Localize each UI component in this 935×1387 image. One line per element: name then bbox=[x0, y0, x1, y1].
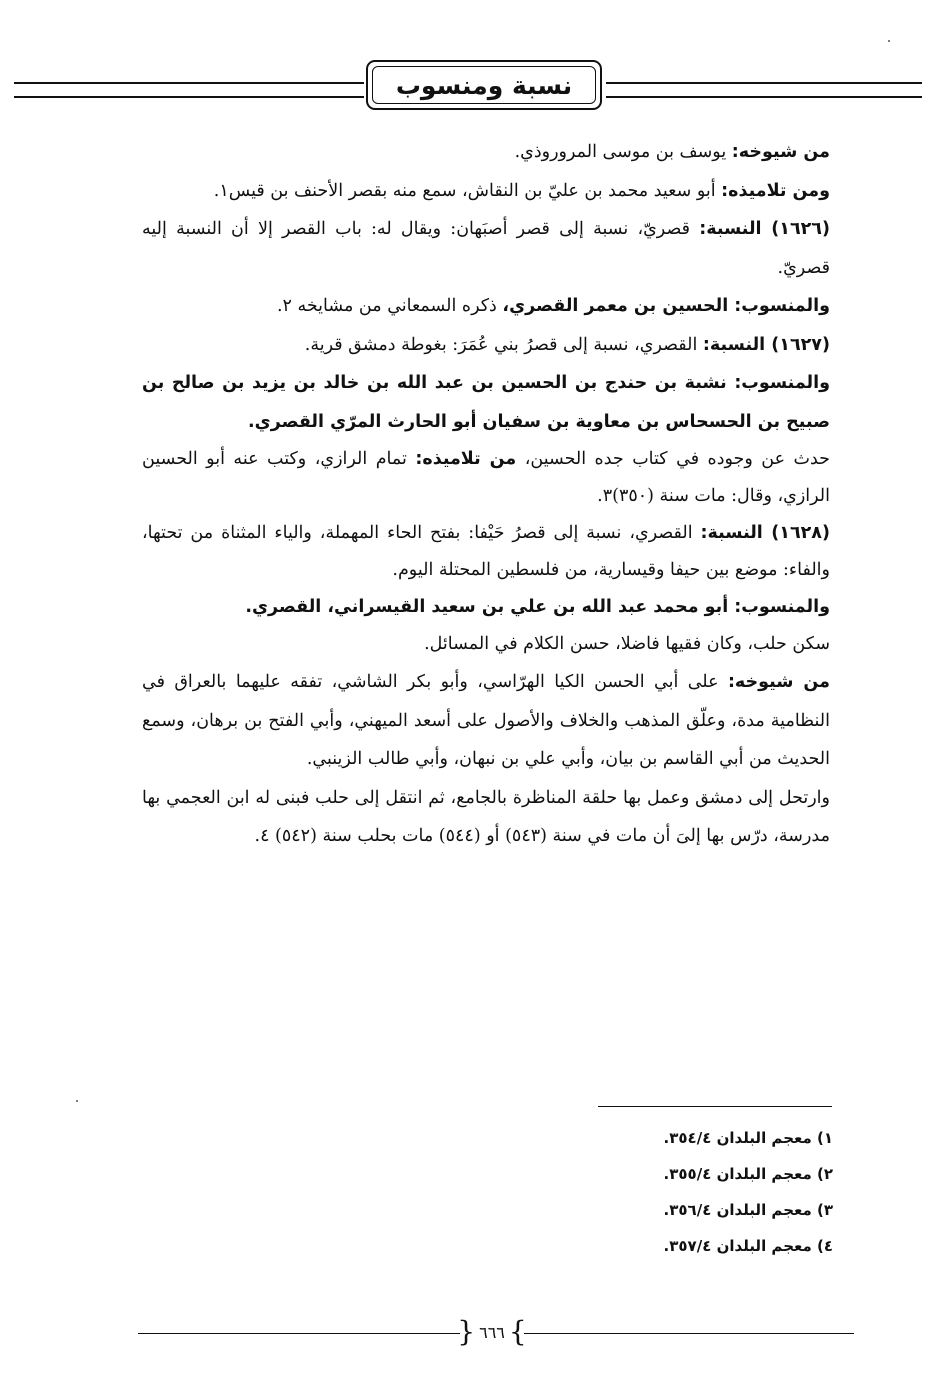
page-title: نسبة ومنسوب bbox=[395, 70, 573, 100]
paragraph-text: حدث عن وجوده في كتاب جده الحسين، bbox=[516, 449, 831, 469]
paragraph bbox=[142, 663, 830, 779]
paragraph-label: من شيوخه: bbox=[727, 672, 830, 692]
paragraph-label: ومن تلاميذه: bbox=[721, 180, 830, 201]
paragraph bbox=[142, 779, 830, 856]
paragraph-label: من شيوخه: bbox=[731, 142, 830, 162]
paragraph-label: والمنسوب: نشبة بن حندج بن الحسين بن عبد الله بن خالد بن يزيد بن صالح بن صبيح بن الحسحاس بن معاوية بن سفيان أبو الحارث المرّي القصري. bbox=[142, 373, 830, 432]
brace-close: } bbox=[508, 1315, 527, 1348]
footnotes bbox=[500, 1120, 833, 1264]
paragraph bbox=[142, 287, 830, 326]
header-rule-left bbox=[14, 82, 364, 98]
footer-rule-left bbox=[138, 1333, 460, 1334]
header-rule-right bbox=[606, 82, 922, 98]
paragraph bbox=[142, 210, 830, 287]
footnote: ٢) معجم البلدان ٣٥٥/٤. bbox=[663, 1165, 833, 1183]
scan-speck bbox=[888, 40, 890, 42]
paragraph-text: أبو سعيد محمد بن عليّ بن النقاش، سمع منه بقصر الأحنف بن قيس١. bbox=[213, 180, 722, 201]
paragraph bbox=[142, 626, 830, 663]
paragraph-text: قصريّ، نسبة إلى قصر أصبَهان: ويقال له: باب القصر إلا أن النسبة إليه قصريّ. bbox=[142, 219, 830, 278]
paragraph-label: والمنسوب: الحسين بن معمر القصري، bbox=[502, 296, 830, 316]
paragraph-text: سكن حلب، وكان فقيها فاضلا، حسن الكلام في المسائل. bbox=[424, 634, 830, 654]
paragraph-text: القصري، نسبة إلى قصرُ بني عُمَرَ: بغوطة دمشق قرية. bbox=[304, 334, 703, 355]
paragraph bbox=[142, 441, 830, 515]
footnote: ١) معجم البلدان ٣٥٤/٤. bbox=[663, 1129, 833, 1147]
paragraph-label: (١٦٢٨) النسبة: bbox=[700, 523, 830, 543]
paragraph-label: والمنسوب: أبو محمد عبد الله بن علي بن سعيد القيسراني، القصري. bbox=[245, 597, 830, 617]
paragraph-text: وارتحل إلى دمشق وعمل بها حلقة المناظرة بالجامع، ثم انتقل إلى حلب فبنى له ابن العجمي بها مدرسة، درّس بها إلىَ أن مات في سنة (٥٤٣) أو (٥٤٤) مات بحلب سنة (٥٤٢) ٤. bbox=[142, 787, 830, 846]
paragraph bbox=[142, 515, 830, 589]
paragraph bbox=[142, 326, 830, 365]
paragraph-text: تمام الرازي، وكتب عنه أبو الحسين الرازي، وقال: مات سنة (٣٥٠)٣. bbox=[142, 449, 830, 506]
paragraph-label: (١٦٢٦) النسبة: bbox=[699, 219, 830, 239]
header-title-box bbox=[366, 60, 602, 110]
paragraph-label: من تلاميذه: bbox=[415, 449, 517, 469]
main-text bbox=[142, 133, 830, 856]
paragraph-text: القصري، نسبة إلى قصرُ حَيْفا: بفتح الحاء المهملة، والياء المثناة من تحتها، والفاء: موضع بين حيفا وقيسارية، من فلسطين المحتلة اليوم. bbox=[142, 523, 830, 580]
paragraph-text: يوسف بن موسى المروروذي. bbox=[514, 142, 732, 162]
paragraph bbox=[142, 172, 830, 211]
paragraph-text: على أبي الحسن الكيا الهرّاسي، وأبو بكر الشاشي، تفقه عليهما بالعراق في النظامية مدة، وعلّق المذهب والخلاف والأصول على أسعد الميهني، وأبي الفتح بن برهان، وسمع الحديث من أبي القاسم بن بيان، وأبي علي بن نبهان، وأبي طالب الزينبي. bbox=[142, 672, 830, 769]
page-number bbox=[457, 1315, 527, 1348]
paragraph bbox=[142, 364, 830, 441]
paragraph bbox=[142, 133, 830, 172]
page-number-text: ٦٦٦ bbox=[479, 1322, 505, 1342]
brace-open: { bbox=[457, 1315, 476, 1348]
paragraph-text: ذكره السمعاني من مشايخه ٢. bbox=[276, 296, 503, 316]
footnote: ٣) معجم البلدان ٣٥٦/٤. bbox=[663, 1201, 833, 1219]
footnote: ٤) معجم البلدان ٣٥٧/٤. bbox=[663, 1237, 833, 1255]
footnote-divider bbox=[598, 1106, 832, 1107]
paragraph-label: (١٦٢٧) النسبة: bbox=[702, 334, 830, 355]
scan-speck bbox=[76, 1100, 78, 1102]
paragraph bbox=[142, 589, 830, 626]
footer-rule-right bbox=[524, 1333, 854, 1334]
